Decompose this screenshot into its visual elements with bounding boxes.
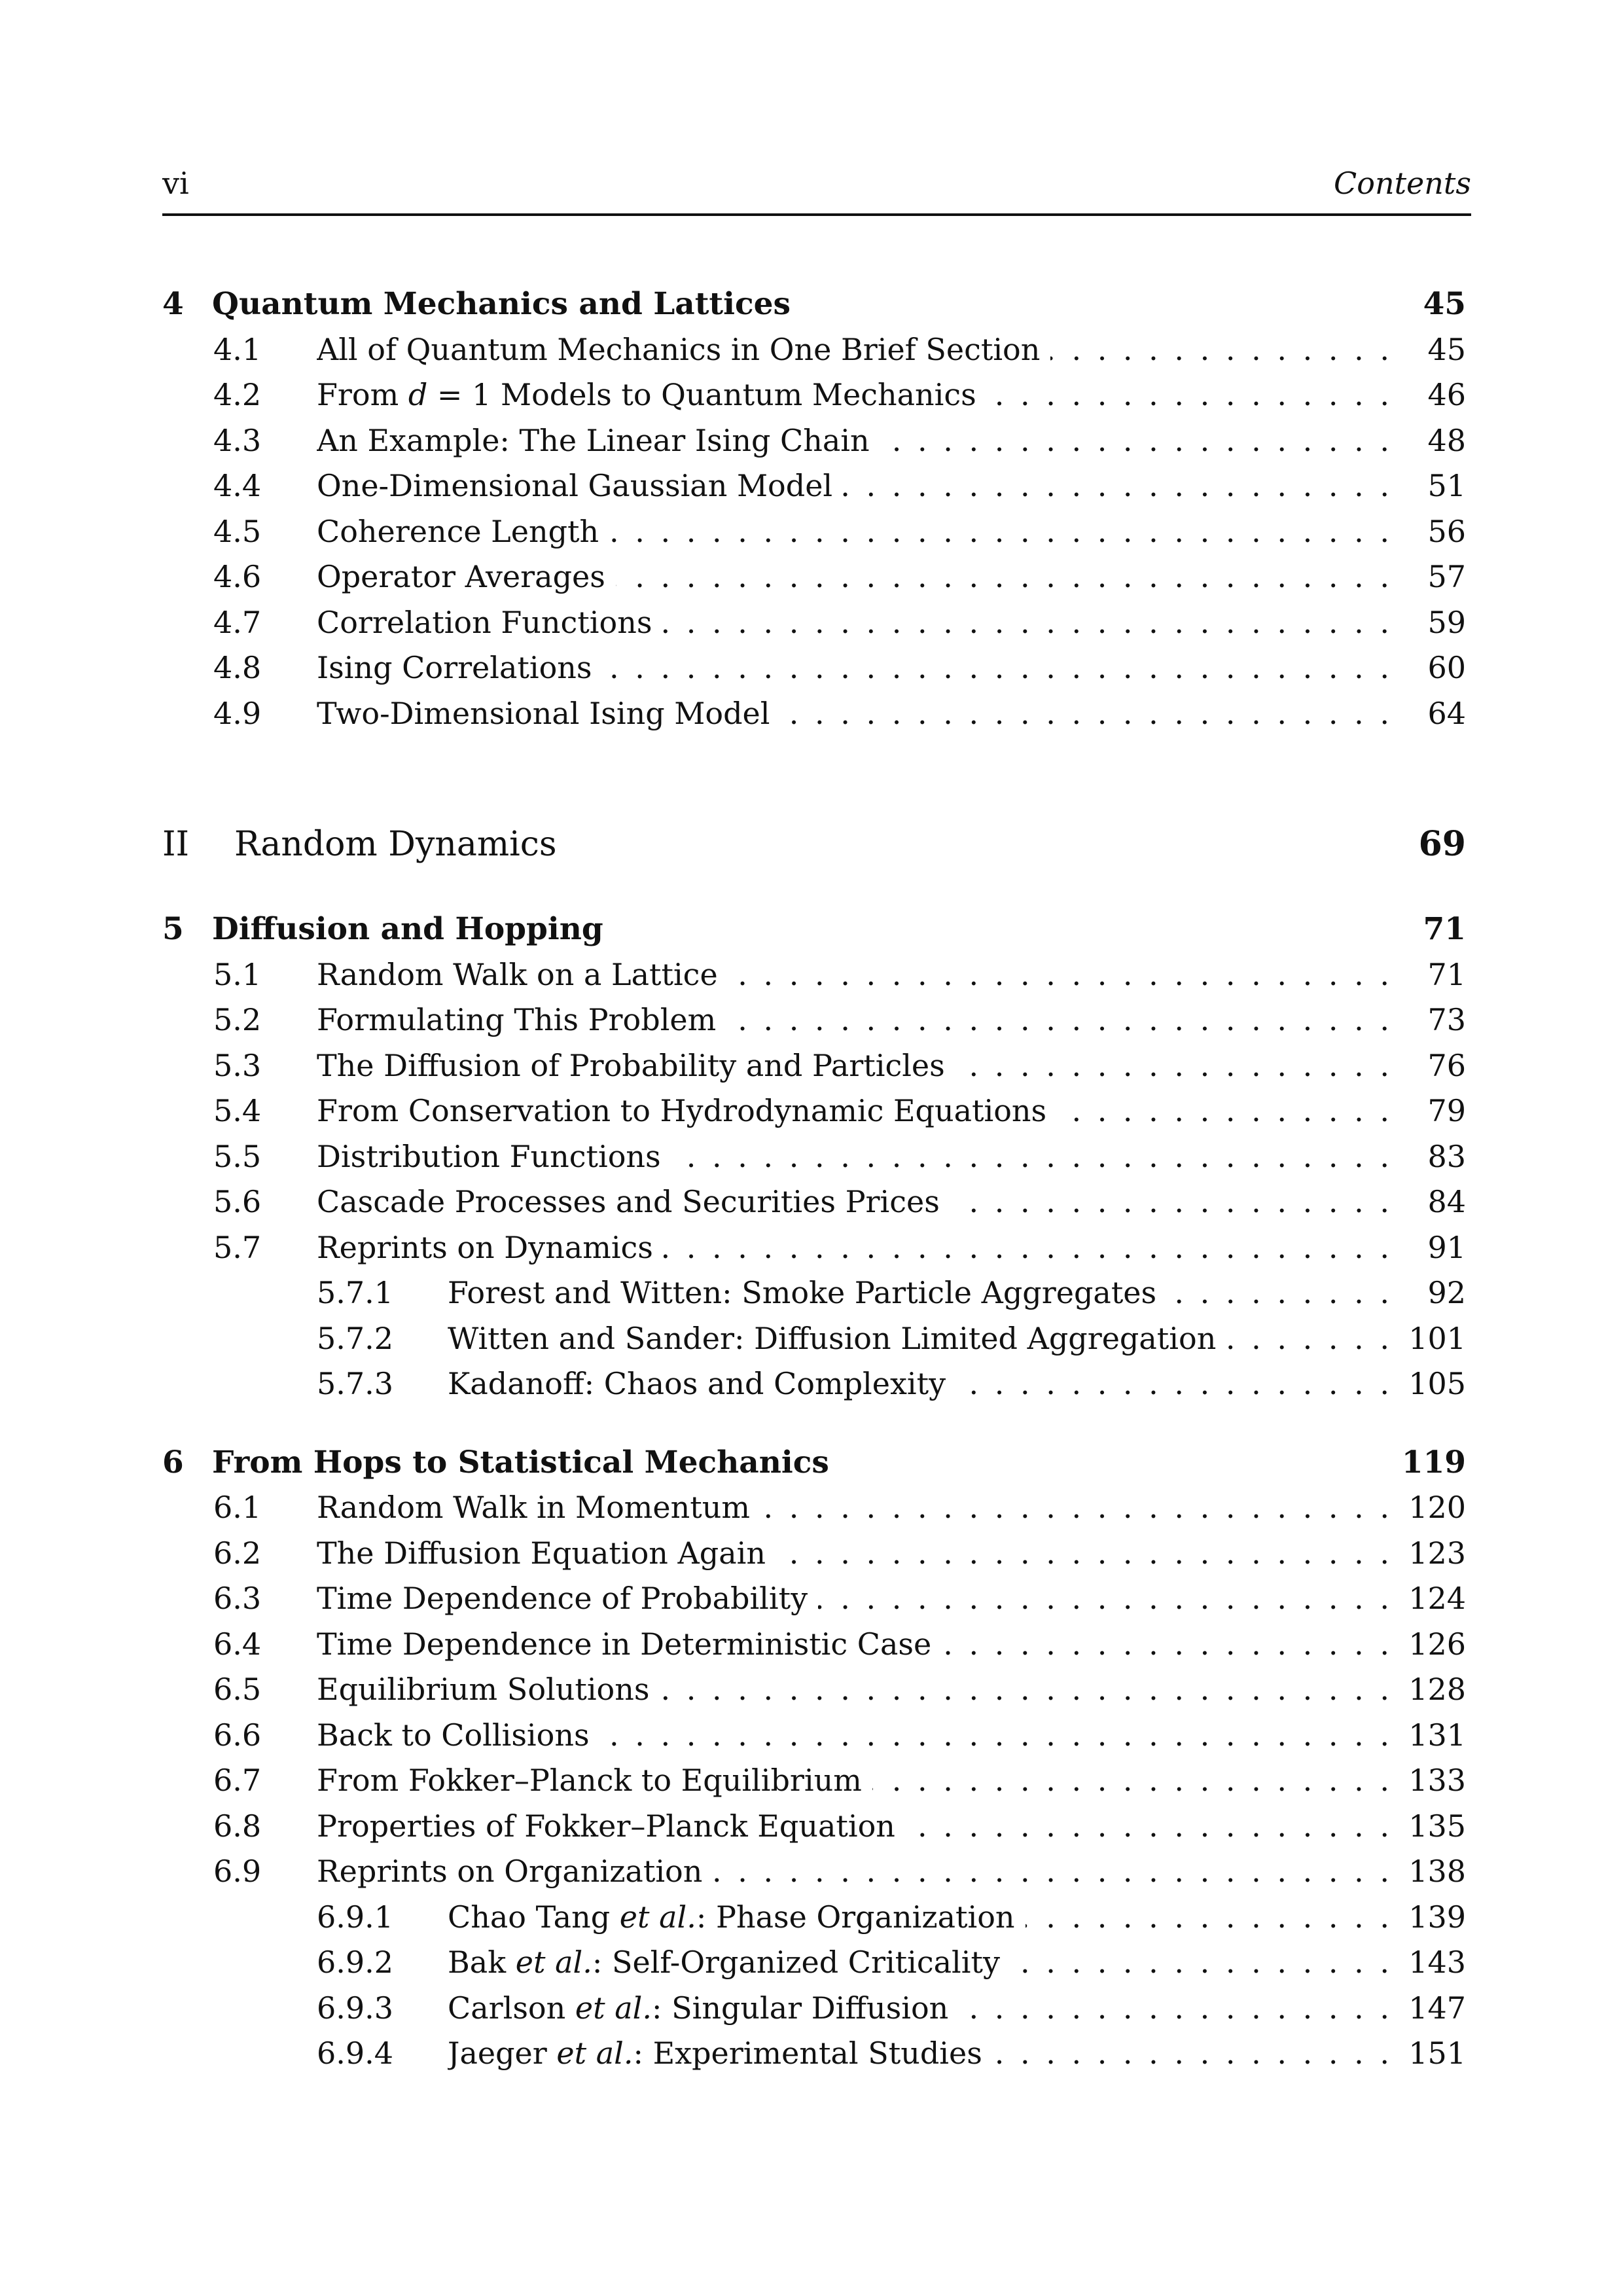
subsection-title: Witten and Sander: Diffusion Limited Aggregation xyxy=(448,1321,1226,1356)
section-title: Time Dependence of Probability xyxy=(317,1581,818,1616)
toc-part-2[interactable] xyxy=(162,815,1471,874)
section-page: 51 xyxy=(1427,468,1466,503)
section-number: 4.7 xyxy=(213,604,262,640)
toc-subsection[interactable] xyxy=(162,1986,1471,2032)
section-number: 4.4 xyxy=(213,468,262,503)
section-number: 4.9 xyxy=(213,695,262,731)
section-title: Operator Averages xyxy=(317,559,616,594)
chapter-page: 71 xyxy=(1423,911,1466,947)
toc-section[interactable] xyxy=(162,1179,1471,1225)
subsection-title: Chao Tang et al.: Phase Organization xyxy=(448,1899,1026,1935)
chapter-page: 45 xyxy=(1423,286,1466,322)
subsection-page: 101 xyxy=(1408,1320,1466,1356)
section-title: One-Dimensional Gaussian Model xyxy=(317,468,843,503)
subsection-page: 143 xyxy=(1408,1945,1466,1980)
subsection-page: 139 xyxy=(1408,1899,1466,1935)
part-page: 69 xyxy=(1418,824,1466,864)
chapter-title: From Hops to Statistical Mechanics xyxy=(212,1444,840,1480)
section-number: 5.1 xyxy=(213,956,262,992)
section-page: 73 xyxy=(1427,1002,1466,1037)
toc-section[interactable] xyxy=(162,1088,1471,1134)
section-number: 5.6 xyxy=(213,1184,262,1219)
subsection-title: Carlson et al.: Singular Diffusion xyxy=(448,1990,959,2026)
section-number: 6.3 xyxy=(213,1581,262,1616)
section-number: 6.1 xyxy=(213,1490,262,1525)
section-page: 91 xyxy=(1427,1229,1466,1265)
toc-subsection[interactable] xyxy=(162,2031,1471,2077)
section-page: 120 xyxy=(1408,1490,1466,1525)
toc-section[interactable] xyxy=(162,1134,1471,1180)
subsection-title: Kadanoff: Chaos and Complexity xyxy=(448,1366,956,1401)
section-number: 6.4 xyxy=(213,1626,262,1662)
subsection-title: Forest and Witten: Smoke Particle Aggregates xyxy=(448,1275,1167,1310)
section-number: 4.1 xyxy=(213,331,262,367)
section-title: Reprints on Dynamics xyxy=(317,1230,664,1265)
section-title: From d = 1 Models to Quantum Mechanics xyxy=(317,377,987,412)
section-number: 4.5 xyxy=(213,513,262,549)
subsection-number: 6.9.3 xyxy=(317,1990,394,2026)
section-title: An Example: The Linear Ising Chain xyxy=(317,423,880,458)
section-number: 6.7 xyxy=(213,1763,262,1798)
section-page: 133 xyxy=(1408,1763,1466,1798)
toc-subsection[interactable] xyxy=(162,1895,1471,1941)
section-number: 5.7 xyxy=(213,1229,262,1265)
subsection-page: 147 xyxy=(1408,1990,1466,2026)
section-page: 46 xyxy=(1427,377,1466,412)
section-page: 124 xyxy=(1408,1581,1466,1616)
section-number: 5.5 xyxy=(213,1138,262,1174)
toc-chapter-6[interactable] xyxy=(162,1440,1471,1486)
section-page: 71 xyxy=(1427,956,1466,992)
toc-subsection[interactable] xyxy=(162,1361,1471,1407)
toc-section[interactable] xyxy=(162,1667,1471,1713)
section-page: 83 xyxy=(1427,1138,1466,1174)
section-title: Back to Collisions xyxy=(317,1717,600,1753)
toc-section[interactable] xyxy=(162,600,1471,646)
section-title: The Diffusion of Probability and Particles xyxy=(317,1048,955,1083)
section-page: 60 xyxy=(1427,650,1466,685)
section-title: Two-Dimensional Ising Model xyxy=(317,696,780,731)
toc-section[interactable] xyxy=(162,1713,1471,1759)
subsection-page: 105 xyxy=(1408,1366,1466,1401)
section-number: 5.3 xyxy=(213,1047,262,1083)
section-number: 6.9 xyxy=(213,1854,262,1889)
subsection-number: 5.7.2 xyxy=(317,1320,394,1356)
section-title: All of Quantum Mechanics in One Brief Section xyxy=(317,332,1050,367)
section-title: From Conservation to Hydrodynamic Equations xyxy=(317,1093,1057,1128)
subsection-title: Jaeger et al.: Experimental Studies xyxy=(448,2036,993,2071)
section-number: 4.6 xyxy=(213,559,262,594)
toc-section[interactable] xyxy=(162,554,1471,600)
section-number: 5.4 xyxy=(213,1093,262,1128)
section-page: 131 xyxy=(1408,1717,1466,1753)
section-page: 64 xyxy=(1427,695,1466,731)
section-page: 79 xyxy=(1427,1093,1466,1128)
section-number: 5.2 xyxy=(213,1002,262,1037)
subsection-title: Bak et al.: Self-Organized Criticality xyxy=(448,1945,1010,1980)
toc-chapter-4[interactable] xyxy=(162,281,1471,327)
section-number: 6.5 xyxy=(213,1672,262,1707)
toc-section[interactable] xyxy=(162,1804,1471,1850)
page-number-label: vi xyxy=(162,166,189,201)
toc-section[interactable] xyxy=(162,418,1471,464)
section-title: Equilibrium Solutions xyxy=(317,1672,660,1707)
toc-section[interactable] xyxy=(162,327,1471,373)
section-number: 4.2 xyxy=(213,377,262,412)
toc-section[interactable] xyxy=(162,1576,1471,1622)
toc-section[interactable] xyxy=(162,509,1471,555)
section-number: 6.2 xyxy=(213,1535,262,1571)
chapter-number: 6 xyxy=(162,1444,184,1480)
section-page: 57 xyxy=(1427,559,1466,594)
toc-section[interactable] xyxy=(162,1485,1471,1531)
toc-section[interactable] xyxy=(162,372,1471,418)
section-page: 123 xyxy=(1408,1535,1466,1571)
section-page: 76 xyxy=(1427,1047,1466,1083)
toc-chapter-5[interactable] xyxy=(162,906,1471,952)
running-head-title: Contents xyxy=(1334,166,1471,201)
toc-section[interactable] xyxy=(162,1531,1471,1577)
toc-section[interactable] xyxy=(162,645,1471,691)
toc-subsection[interactable] xyxy=(162,1270,1471,1316)
section-page: 135 xyxy=(1408,1808,1466,1844)
section-title: Cascade Processes and Securities Prices xyxy=(317,1184,950,1219)
chapter-page: 119 xyxy=(1401,1444,1466,1480)
section-title: Formulating This Problem xyxy=(317,1002,726,1037)
toc-section[interactable] xyxy=(162,952,1471,998)
chapter-number: 4 xyxy=(162,286,184,322)
subsection-number: 5.7.1 xyxy=(317,1275,394,1310)
toc-section[interactable] xyxy=(162,997,1471,1043)
subsection-page: 92 xyxy=(1427,1275,1466,1310)
section-page: 45 xyxy=(1427,331,1466,367)
section-page: 84 xyxy=(1427,1184,1466,1219)
section-number: 6.6 xyxy=(213,1717,262,1753)
toc-subsection[interactable] xyxy=(162,1940,1471,1986)
toc-section[interactable] xyxy=(162,1758,1471,1804)
toc-section[interactable] xyxy=(162,1225,1471,1271)
section-title: Properties of Fokker–Planck Equation xyxy=(317,1808,906,1844)
section-number: 6.8 xyxy=(213,1808,262,1844)
subsection-page: 151 xyxy=(1408,2036,1466,2071)
section-page: 56 xyxy=(1427,513,1466,549)
toc-section[interactable] xyxy=(162,1849,1471,1895)
section-title: Time Dependence in Deterministic Case xyxy=(317,1626,942,1662)
section-page: 128 xyxy=(1408,1672,1466,1707)
subsection-number: 6.9.2 xyxy=(317,1945,394,1980)
section-page: 126 xyxy=(1408,1626,1466,1662)
toc-section[interactable] xyxy=(162,1622,1471,1668)
section-title: Random Walk on a Lattice xyxy=(317,957,728,992)
subsection-number: 5.7.3 xyxy=(317,1366,394,1401)
section-title: Random Walk in Momentum xyxy=(317,1490,760,1525)
section-title: The Diffusion Equation Again xyxy=(317,1535,776,1571)
table-of-contents xyxy=(162,281,1471,2077)
chapter-title: Quantum Mechanics and Lattices xyxy=(212,286,801,322)
chapter-number: 5 xyxy=(162,911,184,947)
toc-section[interactable] xyxy=(162,691,1471,737)
section-number: 4.3 xyxy=(213,422,262,458)
section-number: 4.8 xyxy=(213,650,262,685)
toc-subsection[interactable] xyxy=(162,1316,1471,1362)
section-page: 59 xyxy=(1427,604,1466,640)
toc-section[interactable] xyxy=(162,1043,1471,1089)
section-title: Distribution Functions xyxy=(317,1139,671,1174)
section-title: From Fokker–Planck to Equilibrium xyxy=(317,1763,872,1798)
section-title: Reprints on Organization xyxy=(317,1854,713,1889)
toc-section[interactable] xyxy=(162,463,1471,509)
part-title: Random Dynamics xyxy=(234,825,567,864)
section-title: Ising Correlations xyxy=(317,650,603,685)
section-page: 48 xyxy=(1427,422,1466,458)
chapter-title: Diffusion and Hopping xyxy=(212,911,614,947)
running-head xyxy=(162,162,1471,216)
subsection-number: 6.9.1 xyxy=(317,1899,394,1935)
subsection-number: 6.9.4 xyxy=(317,2036,394,2071)
section-title: Correlation Functions xyxy=(317,605,662,640)
section-title: Coherence Length xyxy=(317,514,609,549)
section-page: 138 xyxy=(1408,1854,1466,1889)
part-number: II xyxy=(162,825,190,864)
